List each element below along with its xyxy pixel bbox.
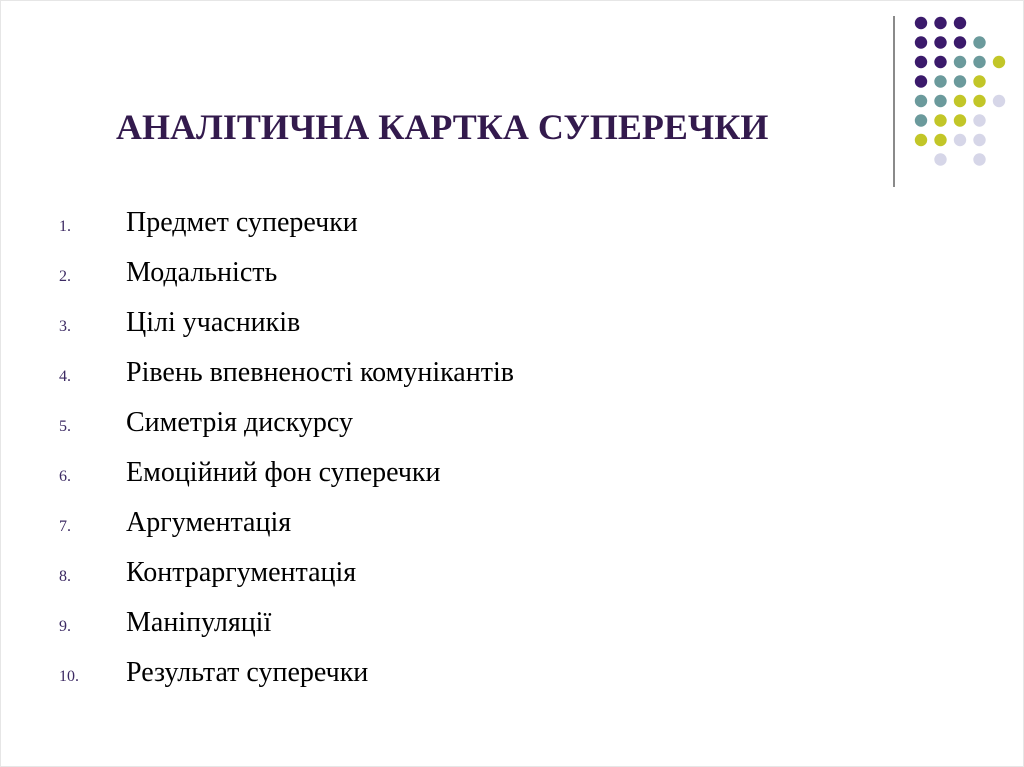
list-item-text: Результат суперечки [126,657,369,688]
list-item-number: 5. [59,418,71,435]
decor-dot [973,114,985,126]
decor-dot [973,153,985,165]
slide-title: АНАЛІТИЧНА КАРТКА СУПЕРЕЧКИ [116,107,769,147]
decor-dot [954,134,966,146]
decor-dot [915,114,927,126]
list-item-text: Маніпуляції [126,607,272,638]
decor-dot [993,56,1005,68]
list-item-text: Рівень впевненості комунікантів [126,357,514,388]
decor-dot [934,114,946,126]
list-item-number: 8. [59,568,71,585]
dot-grid-ornament [1,1,1024,201]
decor-dot [973,36,985,48]
list-item-number: 6. [59,468,71,485]
list-item-number: 10. [59,668,79,685]
decor-dot [915,56,927,68]
list-item [59,648,514,698]
list-item-number: 1. [59,218,71,235]
list-item-number: 3. [59,318,71,335]
decor-dot [973,95,985,107]
decor-dot [934,153,946,165]
decor-dot [954,114,966,126]
list-item-number: 9. [59,618,71,635]
decor-dot [915,75,927,87]
decor-dot [934,75,946,87]
list-item-text: Емоційний фон суперечки [126,457,441,488]
list-item [59,448,514,498]
decor-dot [954,75,966,87]
list-item-text: Аргументація [126,507,292,538]
list-item [59,248,514,298]
list-item [59,498,514,548]
decor-dot [915,134,927,146]
decor-dot [915,95,927,107]
decor-dot [934,56,946,68]
decor-dot [993,95,1005,107]
decor-dot [915,36,927,48]
list-item [59,198,514,248]
list-item [59,348,514,398]
decor-dot [973,75,985,87]
numbered-list [59,198,514,698]
decor-dot [973,134,985,146]
list-item [59,298,514,348]
list-item-number: 4. [59,368,71,385]
decor-dot [973,56,985,68]
decor-dot [954,56,966,68]
list-item [59,398,514,448]
list-item-text: Цілі учасників [126,307,301,338]
decor-dot [934,134,946,146]
list-item-number: 7. [59,518,71,535]
decor-dot [954,36,966,48]
decor-dot [934,17,946,29]
decor-dot [915,17,927,29]
list-item [59,548,514,598]
decor-dot [954,95,966,107]
title-divider-line [893,16,895,187]
list-item-text: Контраргументація [126,557,357,588]
list-item-text: Симетрія дискурсу [126,407,353,438]
list-item-text: Модальність [126,257,278,288]
list-item [59,598,514,648]
decor-dot [934,95,946,107]
list-item-text: Предмет суперечки [126,207,358,238]
decor-dot [934,36,946,48]
list-item-number: 2. [59,268,71,285]
decor-dot [954,17,966,29]
